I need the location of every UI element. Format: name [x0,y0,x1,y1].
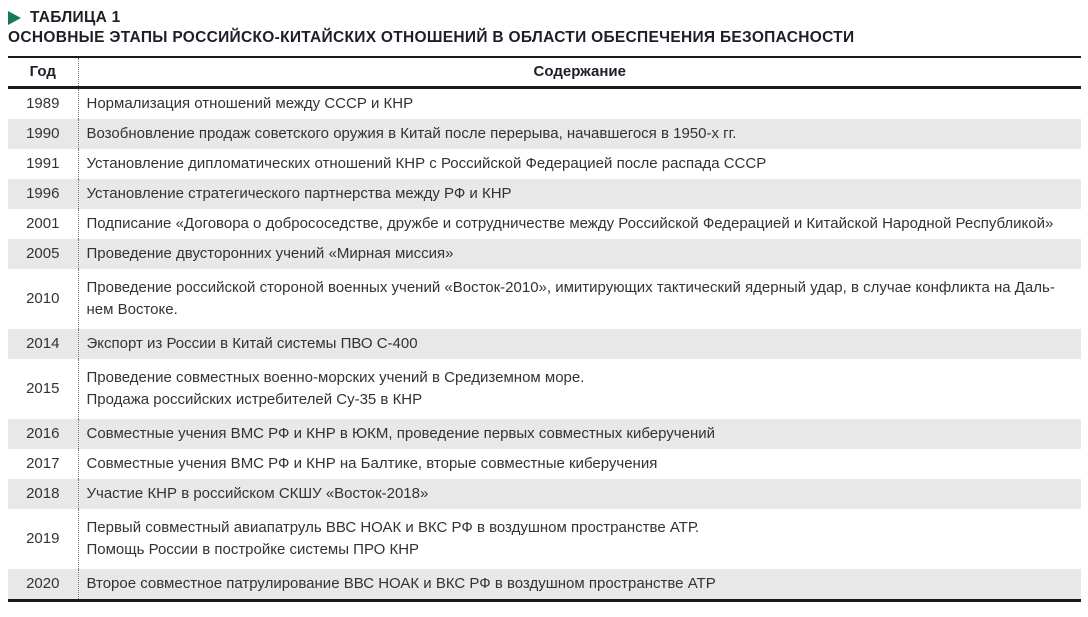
year-cell: 2014 [8,329,78,359]
year-cell: 2016 [8,419,78,449]
table-caption-row [8,8,1081,27]
year-cell: 2001 [8,209,78,239]
content-line: Установление дипломатических отношений КНР с Российской Федерацией после распада СССР [86,155,767,172]
table-row [8,329,1081,359]
content-cell [78,509,1081,569]
table-row [8,269,1081,329]
table-row [8,209,1081,239]
table-row [8,569,1081,601]
content-cell [78,119,1081,149]
content-line: Проведение российской стороной военных учений «Восток-2010», имитирующих тактический ядерный удар, в случае конфликта на Даль- [86,279,1055,296]
table-row [8,149,1081,179]
content-cell [78,269,1081,329]
content-cell [78,239,1081,269]
table-row [8,239,1081,269]
content-line: Проведение двусторонних учений «Мирная миссия» [86,245,454,262]
content-cell [78,88,1081,120]
content-cell [78,209,1081,239]
content-line: Экспорт из России в Китай системы ПВО С-400 [86,335,418,352]
content-line: Второе совместное патрулирование ВВС НОАК и ВКС РФ в воздушном пространстве АТР [86,575,716,592]
table-row [8,359,1081,419]
content-line: нем Востоке. [86,301,178,318]
content-cell [78,359,1081,419]
year-cell: 1989 [8,88,78,120]
table-row [8,479,1081,509]
year-cell: 2020 [8,569,78,601]
table-row [8,88,1081,120]
content-line: Установление стратегического партнерства между РФ и КНР [86,185,512,202]
stages-table [8,56,1081,602]
content-line: Участие КНР в российском СКШУ «Восток-2018» [86,485,429,502]
year-cell: 2015 [8,359,78,419]
content-line: Проведение совместных военно-морских учений в Средиземном море. [86,369,585,386]
table-number-label: ТАБЛИЦА 1 [30,9,121,26]
content-line: Нормализация отношений между СССР и КНР [86,95,414,112]
content-line: Помощь России в постройке системы ПРО КНР [86,541,420,558]
triangle-right-icon [8,11,21,25]
content-cell [78,569,1081,601]
content-cell [78,419,1081,449]
content-cell [78,479,1081,509]
table-row [8,449,1081,479]
content-line: Совместные учения ВМС РФ и КНР в ЮКМ, проведение первых совместных киберучений [86,425,715,442]
content-line: Продажа российских истребителей Су-35 в КНР [86,391,423,408]
table-caption [8,8,1081,47]
content-cell [78,149,1081,179]
year-cell: 2010 [8,269,78,329]
content-line: Первый совместный авиапатруль ВВС НОАК и ВКС РФ в воздушном пространстве АТР. [86,519,700,536]
content-line: Совместные учения ВМС РФ и КНР на Балтике, вторые совместные киберучения [86,455,658,472]
content-cell [78,449,1081,479]
table-body [8,88,1081,601]
table-row [8,179,1081,209]
year-cell: 2017 [8,449,78,479]
table-row [8,509,1081,569]
table-row [8,419,1081,449]
content-cell [78,329,1081,359]
column-header-year: Год [8,57,78,88]
year-cell: 2019 [8,509,78,569]
column-header-content: Содержание [78,57,1081,88]
header-row [8,57,1081,88]
content-line: Подписание «Договора о добрососедстве, дружбе и сотрудничестве между Российской Федерацией и Китайской Народной Республикой» [86,215,1054,232]
year-cell: 2018 [8,479,78,509]
year-cell: 1991 [8,149,78,179]
year-cell: 1990 [8,119,78,149]
year-cell: 2005 [8,239,78,269]
content-line: Возобновление продаж советского оружия в Китай после перерыва, начавшегося в 1950-х гг. [86,125,737,142]
table-header [8,57,1081,88]
year-cell: 1996 [8,179,78,209]
table-row [8,119,1081,149]
content-cell [78,179,1081,209]
table-title: ОСНОВНЫЕ ЭТАПЫ РОССИЙСКО-КИТАЙСКИХ ОТНОШЕНИЙ В ОБЛАСТИ ОБЕСПЕЧЕНИЯ БЕЗОПАСНОСТИ [8,29,855,46]
